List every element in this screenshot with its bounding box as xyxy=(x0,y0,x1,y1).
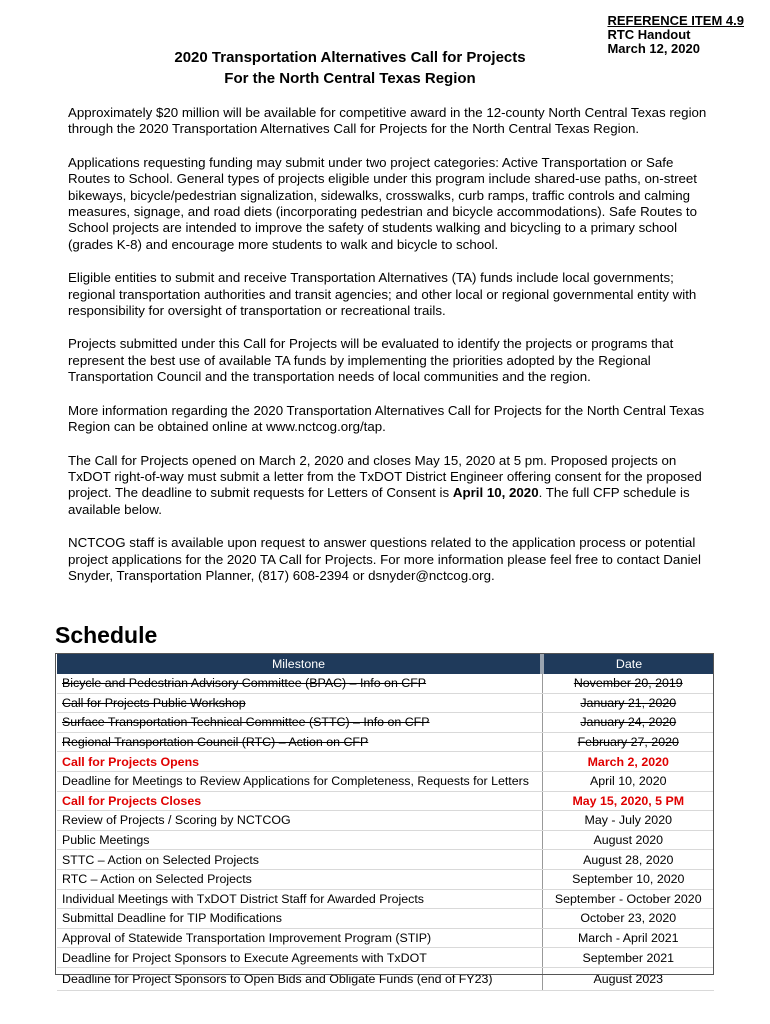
milestone-cell: Public Meetings xyxy=(57,830,542,850)
schedule-heading: Schedule xyxy=(55,622,158,648)
dates-text-before: The Call for Projects opened on March 2, 2020 and closes May 15, 2020 at 5 pm. Proposed projects on TxDOT right-of-way must submit a letter from the TxDOT District Engineer offering consent for the proposed project. The deadline to submit requests for Letters of Consent is xyxy=(68,452,702,501)
milestone-column-header: Milestone xyxy=(57,653,542,674)
schedule-rows xyxy=(57,674,714,990)
date-cell: September 2021 xyxy=(542,948,714,968)
schedule-row xyxy=(57,811,714,831)
milestone-cell: Call for Projects Public Workshop xyxy=(57,693,542,713)
title-line-1: 2020 Transportation Alternatives Call for Projects xyxy=(174,49,526,66)
milestone-cell: Call for Projects Closes xyxy=(57,791,542,811)
date-cell: September - October 2020 xyxy=(542,889,714,909)
milestone-cell: Call for Projects Opens xyxy=(57,752,542,772)
milestone-cell: Submittal Deadline for TIP Modifications xyxy=(57,909,542,929)
schedule-row xyxy=(57,869,714,889)
title-line-2: For the North Central Texas Region xyxy=(224,70,476,87)
milestone-cell: Bicycle and Pedestrian Advisory Committee (BPAC) – Info on CFP xyxy=(57,674,542,693)
date-cell: August 2023 xyxy=(542,967,714,990)
document-body xyxy=(68,105,708,601)
date-cell: October 23, 2020 xyxy=(542,909,714,929)
date-cell: September 10, 2020 xyxy=(542,869,714,889)
schedule-row xyxy=(57,850,714,870)
milestone-cell: Regional Transportation Council (RTC) – Action on CFP xyxy=(57,732,542,752)
paragraph-more-info: More information regarding the 2020 Transportation Alternatives Call for Projects for the North Central Texas Region can be obtained online at www.nctcog.org/tap. xyxy=(68,402,705,435)
date-cell: January 21, 2020 xyxy=(542,693,714,713)
milestone-cell: Deadline for Project Sponsors to Open Bids and Obligate Funds (end of FY23) xyxy=(57,967,542,990)
milestone-cell: Deadline for Project Sponsors to Execute Agreements with TxDOT xyxy=(57,948,542,968)
date-cell: August 2020 xyxy=(542,830,714,850)
date-cell: February 27, 2020 xyxy=(542,732,714,752)
date-cell: November 20, 2019 xyxy=(542,674,714,693)
reference-item: REFERENCE ITEM 4.9 xyxy=(607,13,744,28)
schedule-row xyxy=(57,713,714,733)
schedule-row xyxy=(57,967,714,990)
milestone-cell: Review of Projects / Scoring by NCTCOG xyxy=(57,811,542,831)
milestone-cell: Approval of Statewide Transportation Improvement Program (STIP) xyxy=(57,928,542,948)
dates-text-after: . The full CFP schedule is available below. xyxy=(68,485,690,517)
date-cell: August 28, 2020 xyxy=(542,850,714,870)
reference-date: March 12, 2020 xyxy=(607,41,700,56)
schedule-row xyxy=(57,830,714,850)
paragraph-contact: NCTCOG staff is available upon request to answer questions related to the application process or potential project applications for the 2020 TA Call for Projects. For more information please feel free to contact Daniel Snyder, Transportation Planner, (817) 608-2394 or dsnyder@nctcog.org. xyxy=(68,535,701,583)
reference-handout: RTC Handout xyxy=(607,27,691,42)
schedule-row xyxy=(57,948,714,968)
paragraph-categories: Applications requesting funding may submit under two project categories: Active Transportation or Safe Routes to School. General types of projects eligible under this program include shared-use paths, on-street bikeways, bicycle/pedestrian signalization, sidewalks, crosswalks, curb ramps, traffic controls and calming measures, signage, and road diets (incorporating pedestrian and bicycle accommodations). Safe Routes to School projects are intended to improve the safety of students walking and bicycling to a primary school (grades K-8) and encourage more students to walk and bicycle to school. xyxy=(68,154,697,252)
schedule-table xyxy=(57,653,714,991)
date-column-header: Date xyxy=(542,653,714,674)
date-cell: March 2, 2020 xyxy=(542,752,714,772)
schedule-row xyxy=(57,889,714,909)
schedule-row xyxy=(57,752,714,772)
schedule-header-row xyxy=(57,653,714,674)
reference-block xyxy=(607,14,744,56)
date-cell: May - July 2020 xyxy=(542,811,714,831)
schedule-row xyxy=(57,674,714,693)
schedule-row xyxy=(57,771,714,791)
milestone-cell: RTC – Action on Selected Projects xyxy=(57,869,542,889)
date-cell: April 10, 2020 xyxy=(542,771,714,791)
milestone-cell: Deadline for Meetings to Review Applications for Completeness, Requests for Letters xyxy=(57,771,542,791)
schedule-row xyxy=(57,791,714,811)
date-cell: January 24, 2020 xyxy=(542,713,714,733)
schedule-row xyxy=(57,693,714,713)
paragraph-eligible-entities: Eligible entities to submit and receive Transportation Alternatives (TA) funds include local governments; regional transportation authorities and transit agencies; and other local or regional governmental entity with responsibility for oversight of transportation or recreational trails. xyxy=(68,270,697,319)
paragraph-evaluation: Projects submitted under this Call for Projects will be evaluated to identify the projects or programs that represent the best use of available TA funds by implementing the priorities adopted by the Regional Transportation Council and the transportation needs of local communities and the region. xyxy=(68,336,674,385)
schedule-row xyxy=(57,928,714,948)
paragraph-funding: Approximately $20 million will be available for competitive award in the 12-county North Central Texas region through the 2020 Transportation Alternatives Call for Projects for the North Central Texas Region. xyxy=(68,105,707,137)
document-title xyxy=(130,47,570,89)
milestone-cell: STTC – Action on Selected Projects xyxy=(57,850,542,870)
schedule-row xyxy=(57,909,714,929)
schedule-row xyxy=(57,732,714,752)
date-cell: March - April 2021 xyxy=(542,928,714,948)
milestone-cell: Surface Transportation Technical Committee (STTC) – Info on CFP xyxy=(57,713,542,733)
paragraph-dates xyxy=(68,453,708,519)
milestone-cell: Individual Meetings with TxDOT District Staff for Awarded Projects xyxy=(57,889,542,909)
consent-deadline: April 10, 2020 xyxy=(452,485,539,501)
date-cell: May 15, 2020, 5 PM xyxy=(542,791,714,811)
